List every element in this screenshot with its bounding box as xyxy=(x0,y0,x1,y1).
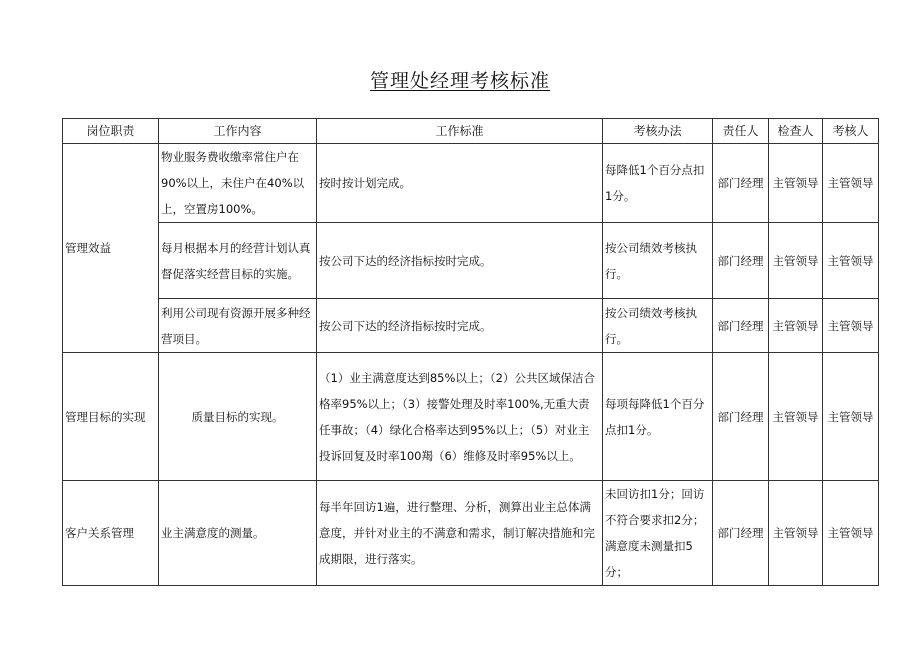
table-row xyxy=(63,223,879,299)
header-duty: 岗位职责 xyxy=(63,119,159,144)
responsible-cell: 部门经理 xyxy=(713,353,769,481)
checker-cell: 主管领导 xyxy=(769,353,823,481)
page-title: 管理处经理考核标准 xyxy=(369,70,550,92)
table-header-row xyxy=(63,119,879,144)
responsible-cell: 部门经理 xyxy=(713,299,769,353)
standard-cell: 按公司下达的经济指标按时完成。 xyxy=(317,299,603,353)
standard-cell: 每半年回访1遍，进行整理、分析，测算出业主总体满意度，并针对业主的不满意和需求，制订解决措施和完成期限，进行落实。 xyxy=(317,481,603,586)
responsible-cell: 部门经理 xyxy=(713,144,769,223)
standard-cell: 按时按计划完成。 xyxy=(317,144,603,223)
content-cell: 质量目标的实现。 xyxy=(159,353,317,481)
method-cell: 按公司绩效考核执行。 xyxy=(603,299,713,353)
method-cell: 每降低1个百分点扣1分。 xyxy=(603,144,713,223)
assessor-cell: 主管领导 xyxy=(823,481,879,586)
method-cell: 未回访扣1分；回访不符合要求扣2分；满意度未测量扣5分； xyxy=(603,481,713,586)
header-method: 考核办法 xyxy=(603,119,713,144)
duty-cell: 管理目标的实现 xyxy=(63,353,159,481)
method-cell: 按公司绩效考核执行。 xyxy=(603,223,713,299)
duty-cell: 客户关系管理 xyxy=(63,481,159,586)
checker-cell: 主管领导 xyxy=(769,223,823,299)
checker-cell: 主管领导 xyxy=(769,481,823,586)
assessor-cell: 主管领导 xyxy=(823,223,879,299)
assessor-cell: 主管领导 xyxy=(823,299,879,353)
header-checker: 检查人 xyxy=(769,119,823,144)
table-row xyxy=(63,299,879,353)
standard-cell: （1）业主满意度达到85%以上；（2）公共区域保洁合格率95%以上；（3）接警处理及时率100%,无重大责任事故；（4）绿化合格率达到95%以上；（5）对业主投诉回复及时率100羯（6）维修及时率95%以上。 xyxy=(317,353,603,481)
checker-cell: 主管领导 xyxy=(769,299,823,353)
header-responsible: 责任人 xyxy=(713,119,769,144)
header-content: 工作内容 xyxy=(159,119,317,144)
responsible-cell: 部门经理 xyxy=(713,481,769,586)
assessor-cell: 主管领导 xyxy=(823,144,879,223)
table-row xyxy=(63,481,879,586)
duty-cell: 管理效益 xyxy=(63,144,159,353)
table-row xyxy=(63,144,879,223)
content-cell: 利用公司现有资源开展多种经营项目。 xyxy=(159,299,317,353)
header-assessor: 考核人 xyxy=(823,119,879,144)
header-standard: 工作标准 xyxy=(317,119,603,144)
content-cell: 每月根据本月的经营计划认真督促落实经营目标的实施。 xyxy=(159,223,317,299)
responsible-cell: 部门经理 xyxy=(713,223,769,299)
checker-cell: 主管领导 xyxy=(769,144,823,223)
standard-cell: 按公司下达的经济指标按时完成。 xyxy=(317,223,603,299)
method-cell: 每项每降低1个百分点扣1分。 xyxy=(603,353,713,481)
table-row xyxy=(63,353,879,481)
content-cell: 业主满意度的测量。 xyxy=(159,481,317,586)
content-cell: 物业服务费收缴率常住户在90%以上，未住户在40%以上，空置房100%。 xyxy=(159,144,317,223)
assessment-table xyxy=(62,118,879,586)
assessor-cell: 主管领导 xyxy=(823,353,879,481)
